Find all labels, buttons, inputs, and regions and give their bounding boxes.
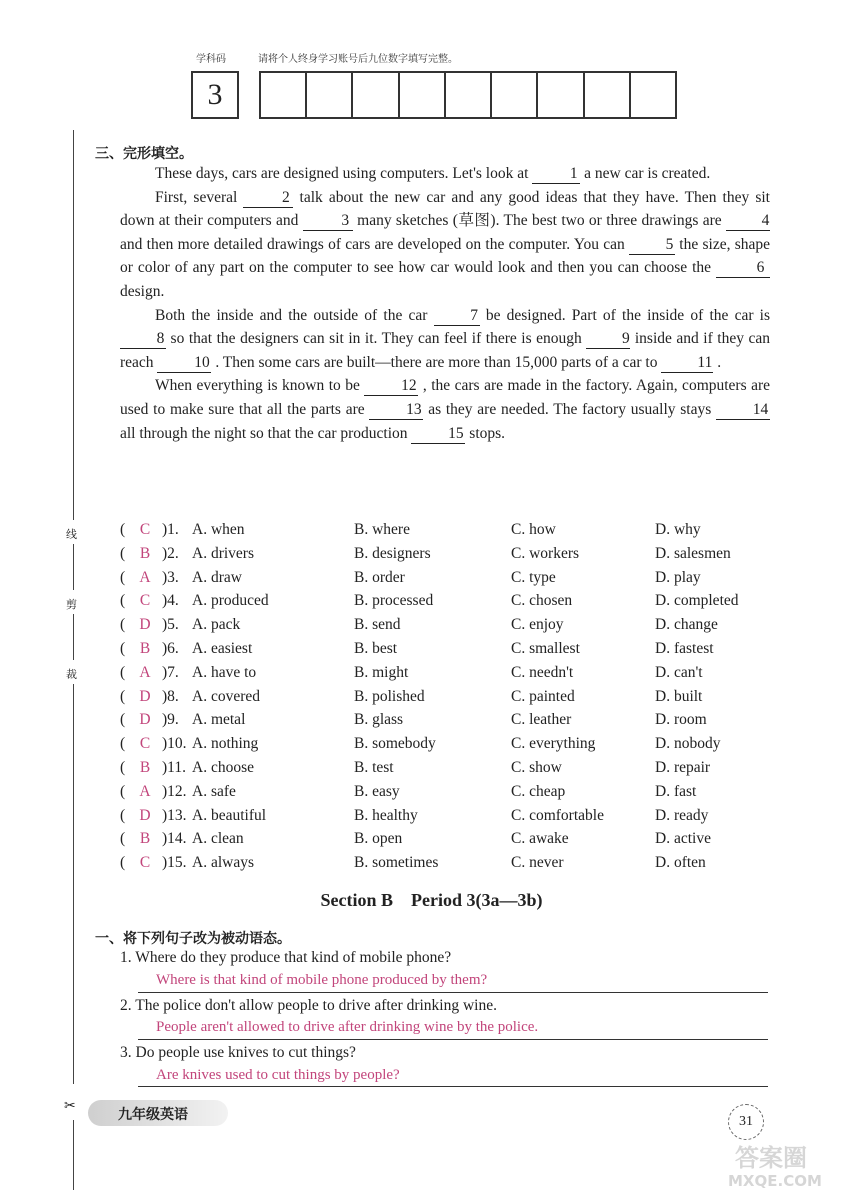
question-number: )13. — [162, 806, 187, 824]
option-c[interactable]: C. enjoy — [511, 616, 564, 634]
subject-code-box: 3 — [191, 71, 239, 119]
option-b[interactable]: B. test — [354, 758, 394, 776]
option-a[interactable]: A. easiest — [192, 639, 253, 657]
answer-choice[interactable]: D — [139, 687, 151, 705]
account-digit-cell[interactable] — [585, 71, 631, 119]
question-row — [120, 780, 780, 804]
passage-text: be designed. Part of the inside of the car is — [485, 306, 771, 324]
account-digit-cell[interactable] — [446, 71, 492, 119]
answer-paren: ( — [120, 687, 126, 705]
blank-7[interactable]: 7 — [434, 307, 480, 326]
sentence-question: 2. The police don't allow people to drive after drinking wine. — [120, 997, 497, 1014]
option-c[interactable]: C. awake — [511, 830, 569, 848]
question-number: )11. — [162, 758, 186, 776]
option-b[interactable]: B. where — [354, 521, 410, 538]
option-c[interactable]: C. show — [511, 758, 562, 776]
question-row — [120, 851, 780, 875]
answer-choice[interactable]: A — [139, 568, 151, 586]
option-b[interactable]: B. processed — [354, 592, 434, 610]
answer-paren: ( — [120, 758, 126, 776]
question-number: )5. — [162, 616, 179, 634]
answer-choice[interactable]: B — [139, 544, 151, 562]
section-title: Section B Period 3(3a—3b) — [320, 890, 543, 910]
passage-text: stops. — [469, 424, 506, 442]
account-digit-cell[interactable] — [259, 71, 307, 119]
sentence-question: 3. Do people use knives to cut things? — [120, 1044, 356, 1061]
blank-9[interactable]: 9 — [586, 330, 630, 349]
answer-paren: ( — [120, 592, 126, 610]
answer-paren: ( — [120, 782, 126, 800]
option-c[interactable]: C. painted — [511, 687, 575, 705]
answer-line — [138, 1086, 768, 1087]
blank-6[interactable]: 6 — [716, 259, 770, 278]
option-b[interactable]: B. healthy — [354, 806, 418, 824]
option-a[interactable]: A. drivers — [192, 544, 254, 562]
question-number: )9. — [162, 711, 179, 729]
watermark-site: MXQE.COM — [728, 1172, 822, 1190]
question-row — [120, 566, 780, 590]
passage-text: Both the inside and the outside of the car — [155, 306, 428, 324]
answer-line — [138, 992, 768, 993]
cloze-questions — [120, 518, 780, 875]
passage-text: design. — [120, 282, 165, 300]
option-d[interactable]: D. play — [655, 568, 701, 586]
option-c[interactable]: C. type — [511, 568, 556, 586]
passage-text: . Then some cars are built—there are more than 15,000 parts of a car to — [215, 353, 658, 371]
header-instruction: 请将个人终身学习账号后九位数字填写完整。 — [258, 54, 458, 65]
question-number: )8. — [162, 687, 179, 705]
cloze-passage — [120, 162, 770, 445]
answer-choice[interactable]: C — [139, 592, 151, 610]
watermark-logo: 答案圈 — [735, 1144, 807, 1172]
option-d[interactable]: D. why — [655, 521, 701, 538]
option-c[interactable]: C. cheap — [511, 782, 566, 800]
question-row — [120, 542, 780, 566]
passage-text: , the cars are made in the factory. Again, computers are used to make sure that all the parts are — [120, 377, 771, 418]
option-a[interactable]: A. pack — [192, 616, 241, 634]
passage-text: First, several — [155, 188, 238, 206]
answer-choice[interactable]: C — [139, 735, 151, 753]
question-row — [120, 827, 780, 851]
option-d[interactable]: D. completed — [655, 592, 739, 610]
sentence-question: 1. Where do they produce that kind of mobile phone? — [120, 949, 452, 966]
passage-text: so that the designers can sit in it. They can feel if there is enough — [170, 330, 582, 348]
question-number: )14. — [162, 830, 187, 848]
answer-choice[interactable]: B — [139, 830, 151, 848]
blank-11[interactable]: 11 — [661, 354, 713, 373]
option-a[interactable]: A. produced — [192, 592, 269, 610]
option-c[interactable]: C. comfortable — [511, 806, 604, 824]
option-a[interactable]: A. covered — [192, 687, 260, 705]
question-row — [120, 518, 780, 542]
option-c[interactable]: C. workers — [511, 544, 580, 562]
option-d[interactable]: D. change — [655, 616, 718, 634]
option-b[interactable]: B. designers — [354, 544, 431, 562]
option-b[interactable]: B. open — [354, 830, 403, 848]
option-b[interactable]: B. somebody — [354, 735, 436, 753]
answer-choice[interactable]: C — [139, 521, 151, 538]
option-a[interactable]: A. metal — [192, 711, 246, 729]
answer-choice[interactable]: C — [139, 854, 151, 872]
blank-5[interactable]: 5 — [629, 236, 675, 255]
option-d[interactable]: D. active — [655, 830, 711, 848]
question-number: )3. — [162, 568, 179, 586]
option-c[interactable]: C. leather — [511, 711, 572, 729]
account-number-boxes — [259, 71, 677, 119]
answer-choice[interactable]: B — [139, 758, 151, 776]
question-number: )12. — [162, 782, 187, 800]
option-b[interactable]: B. glass — [354, 711, 404, 729]
sentence-answer: Are knives used to cut things by people? — [156, 1067, 400, 1083]
option-c[interactable]: C. never — [511, 854, 564, 872]
answer-line — [138, 1039, 768, 1040]
option-d[interactable]: D. ready — [655, 806, 709, 824]
option-a[interactable]: A. draw — [192, 568, 242, 586]
option-d[interactable]: D. fastest — [655, 639, 714, 657]
question-row — [120, 637, 780, 661]
option-a[interactable]: A. beautiful — [192, 806, 267, 824]
question-row — [120, 756, 780, 780]
answer-paren: ( — [120, 521, 126, 538]
sectionb-heading: 一、将下列句子改为被动语态。 — [95, 931, 291, 947]
answer-paren: ( — [120, 639, 126, 657]
option-d[interactable]: D. fast — [655, 782, 697, 800]
passage-text: all through the night so that the car production — [120, 424, 408, 442]
question-number: )6. — [162, 639, 179, 657]
cloze-heading: 三、完形填空。 — [95, 146, 193, 162]
passage-text: These days, cars are designed using computers. Let's look at — [155, 165, 529, 182]
question-row — [120, 589, 780, 613]
option-d[interactable]: D. nobody — [655, 735, 721, 753]
answer-choice[interactable]: D — [139, 616, 151, 634]
passage-text: When everything is known to be — [155, 377, 360, 395]
passage-text: inside and if they can reach — [120, 330, 771, 371]
blank-14[interactable]: 14 — [716, 401, 770, 420]
option-d[interactable]: D. room — [655, 711, 707, 729]
blank-8[interactable]: 8 — [120, 330, 166, 349]
option-a[interactable]: A. nothing — [192, 735, 259, 753]
passage-text: a new car is created. — [584, 165, 711, 182]
question-number: )4. — [162, 592, 179, 610]
option-a[interactable]: A. safe — [192, 782, 236, 800]
question-number: )1. — [162, 521, 179, 538]
option-d[interactable]: D. repair — [655, 758, 711, 776]
answer-choice[interactable]: A — [139, 782, 151, 800]
question-number: )10. — [162, 735, 187, 753]
account-digit-cell[interactable] — [492, 71, 538, 119]
option-b[interactable]: B. send — [354, 616, 401, 634]
blank-10[interactable]: 10 — [157, 354, 211, 373]
option-a[interactable]: A. clean — [192, 830, 244, 848]
subject-code-label: 学科码 — [196, 54, 226, 65]
blank-12[interactable]: 12 — [364, 377, 418, 396]
blank-1[interactable]: 1 — [532, 165, 580, 184]
question-row — [120, 708, 780, 732]
account-digit-cell[interactable] — [631, 71, 677, 119]
option-c[interactable]: C. needn't — [511, 663, 574, 681]
option-c[interactable]: C. chosen — [511, 592, 573, 610]
option-a[interactable]: A. have to — [192, 663, 257, 681]
blank-13[interactable]: 13 — [369, 401, 423, 420]
sentence-answer: People aren't allowed to drive after drinking wine by the police. — [156, 1019, 539, 1035]
blank-4[interactable]: 4 — [726, 212, 770, 231]
answer-paren: ( — [120, 663, 126, 681]
option-d[interactable]: D. salesmen — [655, 544, 731, 562]
passage-text: many sketches (草图). The best two or three drawings are — [357, 212, 722, 230]
option-a[interactable]: A. always — [192, 854, 254, 872]
option-d[interactable]: D. can't — [655, 663, 703, 681]
passage-text: talk about the new car and any good ideas that they have. Then they sit down at their computers and — [120, 188, 770, 230]
option-b[interactable]: B. might — [354, 663, 409, 681]
account-digit-cell[interactable] — [400, 71, 446, 119]
scissors-icon: ✂ — [64, 1098, 76, 1114]
book-title: 九年级英语 — [118, 1107, 188, 1123]
option-c[interactable]: C. how — [511, 521, 556, 538]
option-b[interactable]: B. polished — [354, 687, 425, 705]
account-digit-cell[interactable] — [307, 71, 353, 119]
option-c[interactable]: C. smallest — [511, 639, 580, 657]
cut-line-char: 剪 — [66, 598, 77, 611]
passage-text: . — [717, 353, 722, 371]
question-number: )2. — [162, 544, 179, 562]
cut-line — [64, 130, 77, 1190]
option-b[interactable]: B. order — [354, 568, 405, 586]
account-digit-cell[interactable] — [353, 71, 399, 119]
answer-choice[interactable]: D — [139, 806, 151, 824]
answer-paren: ( — [120, 806, 126, 824]
question-row — [120, 732, 780, 756]
blank-15[interactable]: 15 — [411, 425, 465, 444]
answer-paren: ( — [120, 544, 126, 562]
option-c[interactable]: C. everything — [511, 735, 596, 753]
answer-paren: ( — [120, 616, 126, 634]
option-b[interactable]: B. best — [354, 639, 398, 657]
answer-choice[interactable]: B — [139, 639, 151, 657]
sentence-answer: Where is that kind of mobile phone produced by them? — [156, 972, 488, 988]
passage-text: as they are needed. The factory usually stays — [428, 400, 712, 418]
answer-choice[interactable]: D — [139, 711, 151, 729]
answer-paren: ( — [120, 568, 126, 586]
blank-2[interactable]: 2 — [243, 189, 293, 208]
option-d[interactable]: D. often — [655, 854, 706, 872]
question-row — [120, 804, 780, 828]
answer-paren: ( — [120, 735, 126, 753]
question-row — [120, 613, 780, 637]
question-number: )7. — [162, 663, 179, 681]
cut-line-char: 线 — [66, 528, 77, 541]
question-row — [120, 661, 780, 685]
option-a[interactable]: A. when — [192, 521, 245, 538]
answer-paren: ( — [120, 854, 126, 872]
passage-text: the size, shape or color of any part on the computer to see how car would look and then you can choose the — [120, 235, 771, 277]
blank-3[interactable]: 3 — [303, 212, 353, 231]
page-number: 31 — [728, 1104, 764, 1140]
cut-line-char: 裁 — [66, 668, 77, 681]
answer-paren: ( — [120, 711, 126, 729]
question-number: )15. — [162, 854, 187, 872]
option-b[interactable]: B. sometimes — [354, 854, 439, 872]
question-row — [120, 685, 780, 709]
option-a[interactable]: A. choose — [192, 758, 254, 776]
option-d[interactable]: D. built — [655, 687, 703, 705]
answer-paren: ( — [120, 830, 126, 848]
answer-choice[interactable]: A — [139, 663, 151, 681]
passage-text: and then more detailed drawings of cars are developed on the computer. You can — [120, 235, 625, 253]
option-b[interactable]: B. easy — [354, 782, 400, 800]
account-digit-cell[interactable] — [538, 71, 584, 119]
